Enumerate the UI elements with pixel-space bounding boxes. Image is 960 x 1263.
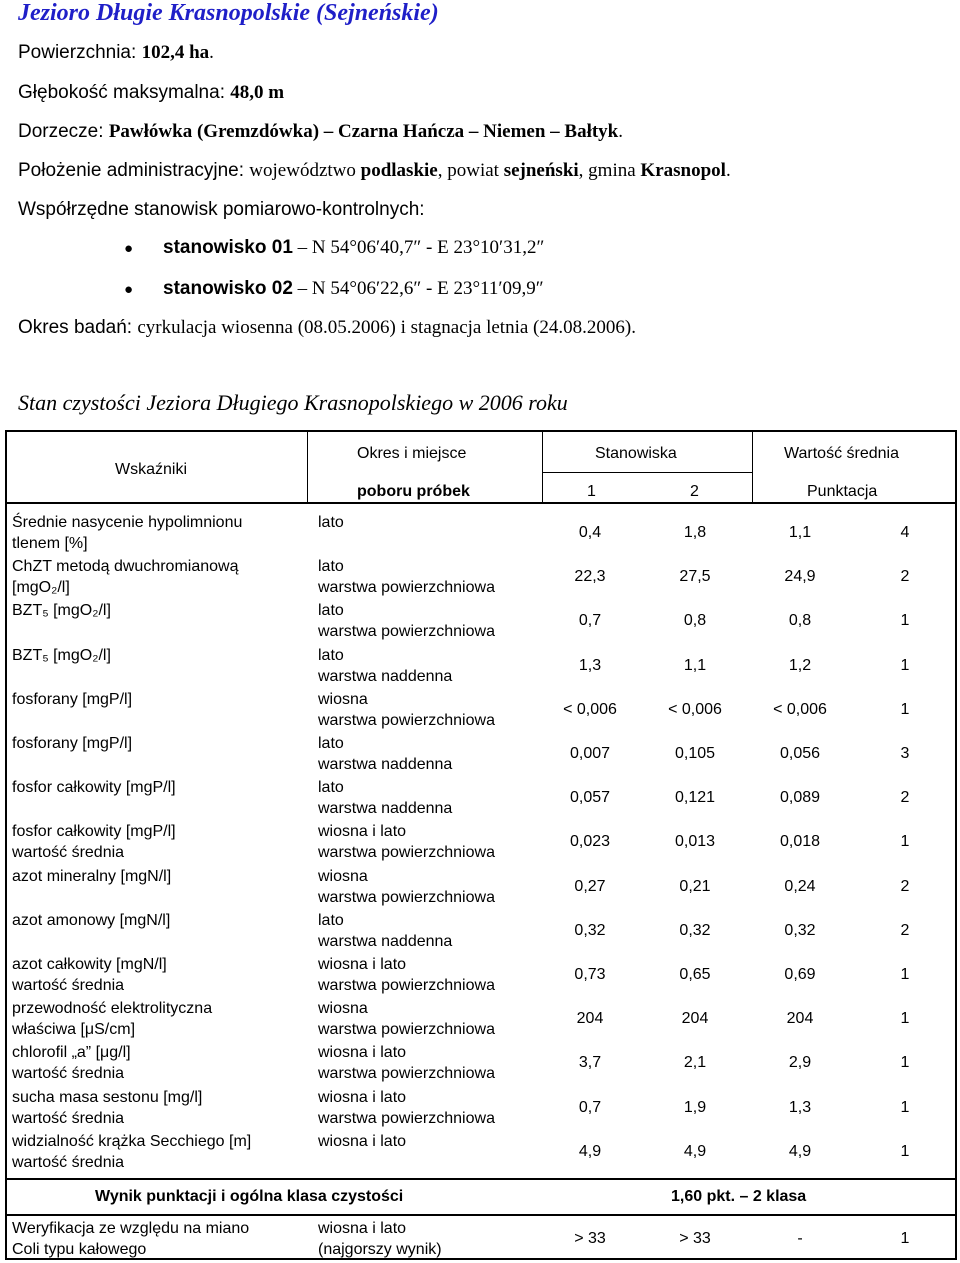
- summary-value: 1,60 pkt. – 2 klasa: [671, 1188, 807, 1205]
- period-line-2: warstwa powierzchniowa: [318, 712, 495, 729]
- verif-period-1: wiosna i lato: [318, 1220, 407, 1237]
- indicator-line-1: fosfor całkowity [mgP/l]: [12, 779, 176, 796]
- station-1-value: 1,3: [578, 657, 602, 674]
- lake-title: Jezioro Długie Krasnopolskie (Sejneńskie): [18, 0, 439, 26]
- verif-indicator-1: Weryfikacja ze względu na miano: [12, 1220, 250, 1237]
- indicator-line-2: wartość średnia: [12, 1154, 125, 1171]
- station-2-value: 1,8: [683, 524, 707, 541]
- admin-province: podlaskie: [360, 160, 438, 181]
- area-label: Powierzchnia:: [18, 42, 142, 63]
- average-value: 0,8: [788, 612, 812, 629]
- points-value: 1: [900, 966, 910, 983]
- verif-average: -: [797, 1230, 803, 1247]
- average-value: 1,2: [788, 657, 812, 674]
- station-1-value: 22,3: [574, 568, 606, 585]
- period-line-1: lato: [318, 514, 344, 531]
- purity-table: [5, 430, 957, 1260]
- average-value: 1,3: [788, 1099, 812, 1116]
- period-line-1: wiosna: [318, 691, 368, 708]
- period-line-1: wiosna i lato: [318, 1133, 407, 1150]
- verif-points: 1: [900, 1230, 910, 1247]
- points-value: 1: [900, 833, 910, 850]
- station-2-value: 1,9: [683, 1099, 707, 1116]
- station-01: [163, 237, 544, 259]
- admin-label: Położenie administracyjne:: [18, 160, 250, 181]
- indicator-line-2: wartość średnia: [12, 1065, 125, 1082]
- admin-county: sejneński: [503, 160, 579, 181]
- station-2-value: < 0,006: [668, 701, 722, 718]
- header-points: Punktacja: [807, 483, 878, 500]
- station-1-value: 0,007: [569, 745, 611, 762]
- period-label: Okres badań:: [18, 317, 138, 338]
- average-value: 0,056: [779, 745, 821, 762]
- average-value: 1,1: [788, 524, 812, 541]
- station-2-value: 0,65: [679, 966, 711, 983]
- points-value: 1: [900, 612, 910, 629]
- verif-value-2: > 33: [679, 1230, 711, 1247]
- admin-text-1: województwo: [249, 160, 361, 181]
- station-2-value: 0,21: [679, 878, 711, 895]
- station-1-value: 204: [576, 1010, 604, 1027]
- points-value: 2: [900, 568, 910, 585]
- indicator-line-1: azot mineralny [mgN/l]: [12, 868, 172, 885]
- admin-text-3: , gmina: [578, 160, 641, 181]
- period-line-2: warstwa powierzchniowa: [318, 1021, 495, 1038]
- period-line-1: wiosna: [318, 1000, 368, 1017]
- indicator-line-1: azot całkowity [mgN/l]: [12, 956, 167, 973]
- station-coords: – N 54°06′22,6″ - E 23°11′09,9″: [292, 278, 544, 299]
- average-value: 204: [786, 1010, 814, 1027]
- header-period-top: Okres i miejsce: [357, 445, 467, 462]
- points-value: 3: [900, 745, 910, 762]
- period-line-1: lato: [318, 647, 344, 664]
- points-value: 1: [900, 1054, 910, 1071]
- station-2-value: 0,013: [674, 833, 716, 850]
- divider: [542, 472, 752, 473]
- period-value: cyrkulacja wiosenna (08.05.2006) i stagnacja letnia (24.08.2006).: [137, 317, 636, 338]
- station-2-value: 0,121: [674, 789, 716, 806]
- header-indicators: Wskaźniki: [115, 461, 188, 478]
- station-2-value: 2,1: [683, 1054, 707, 1071]
- average-value: 24,9: [784, 568, 816, 585]
- period-line-1: lato: [318, 735, 344, 752]
- station-1-value: < 0,006: [563, 701, 617, 718]
- station-1-value: 0,023: [569, 833, 611, 850]
- station-2-value: 0,8: [683, 612, 707, 629]
- station-1-value: 4,9: [578, 1143, 602, 1160]
- divider: [7, 1178, 955, 1180]
- period-line-2: warstwa powierzchniowa: [318, 977, 495, 994]
- average-value: 0,69: [784, 966, 816, 983]
- station-2-value: 27,5: [679, 568, 711, 585]
- depth-label: Głębokość maksymalna:: [18, 82, 231, 103]
- station-1-value: 0,7: [578, 1099, 602, 1116]
- station-2-value: 0,105: [674, 745, 716, 762]
- period-line-1: lato: [318, 602, 344, 619]
- bullet-icon: ●: [124, 241, 134, 257]
- divider: [7, 502, 955, 504]
- points-value: 1: [900, 1010, 910, 1027]
- station-2-value: 0,32: [679, 922, 711, 939]
- divider: [752, 432, 753, 502]
- station-1-value: 0,32: [574, 922, 606, 939]
- average-value: 0,018: [779, 833, 821, 850]
- bullet-icon: ●: [124, 282, 134, 298]
- area-end: .: [209, 42, 214, 63]
- admin-text-2: , powiat: [437, 160, 504, 181]
- period-line: [18, 317, 636, 339]
- period-line-1: wiosna i lato: [318, 956, 407, 973]
- average-value: 0,24: [784, 878, 816, 895]
- admin-line: [18, 160, 731, 182]
- indicator-line-1: widzialność krążka Secchiego [m]: [12, 1133, 252, 1150]
- area-line: [18, 42, 214, 64]
- admin-end: .: [725, 160, 731, 181]
- station-1-value: 0,057: [569, 789, 611, 806]
- period-line-1: lato: [318, 912, 344, 929]
- points-value: 1: [900, 701, 910, 718]
- header-stations: Stanowiska: [595, 445, 677, 462]
- indicator-line-1: przewodność elektrolityczna: [12, 1000, 213, 1017]
- average-value: 4,9: [788, 1143, 812, 1160]
- period-line-2: warstwa powierzchniowa: [318, 623, 495, 640]
- indicator-line-1: chlorofil „a” [μg/l]: [12, 1044, 131, 1061]
- area-value: 102,4 ha: [141, 42, 210, 63]
- station-name: stanowisko 01: [163, 237, 293, 258]
- station-coords: – N 54°06′40,7″ - E 23°10′31,2″: [292, 237, 545, 258]
- average-value: < 0,006: [773, 701, 827, 718]
- average-value: 0,089: [779, 789, 821, 806]
- points-value: 1: [900, 1143, 910, 1160]
- admin-commune: Krasnopol: [640, 160, 726, 181]
- period-line-2: warstwa powierzchniowa: [318, 844, 495, 861]
- indicator-line-1: azot amonowy [mgN/l]: [12, 912, 171, 929]
- station-name: stanowisko 02: [163, 278, 293, 299]
- period-line-1: wiosna i lato: [318, 1089, 407, 1106]
- verif-period-2: (najgorszy wynik): [318, 1241, 442, 1258]
- period-line-2: warstwa naddenna: [318, 756, 453, 773]
- table-caption: Stan czystości Jeziora Długiego Krasnopolskiego w 2006 roku: [18, 390, 568, 415]
- indicator-line-1: fosforany [mgP/l]: [12, 691, 133, 708]
- indicator-line-1: fosforany [mgP/l]: [12, 735, 133, 752]
- indicator-line-1: ChZT metodą dwuchromianową: [12, 558, 239, 575]
- period-line-1: wiosna i lato: [318, 1044, 407, 1061]
- points-value: 2: [900, 878, 910, 895]
- period-line-1: wiosna: [318, 868, 368, 885]
- station-02: [163, 278, 544, 300]
- station-1-value: 0,7: [578, 612, 602, 629]
- basin-value: Pawłówka (Gremzdówka) – Czarna Hańcza – Niemen – Bałtyk: [108, 121, 619, 142]
- header-mean: Wartość średnia: [784, 445, 899, 462]
- station-1-value: 0,73: [574, 966, 606, 983]
- indicator-line-1: sucha masa sestonu [mg/l]: [12, 1089, 203, 1106]
- divider: [542, 432, 543, 502]
- points-value: 1: [900, 1099, 910, 1116]
- period-line-2: warstwa powierzchniowa: [318, 1065, 495, 1082]
- station-2-value: 1,1: [683, 657, 707, 674]
- period-line-2: warstwa naddenna: [318, 668, 453, 685]
- indicator-line-2: wartość średnia: [12, 844, 125, 861]
- indicator-line-2: wartość średnia: [12, 977, 125, 994]
- indicator-line-1: fosfor całkowity [mgP/l]: [12, 823, 176, 840]
- indicator-line-2: właściwa [μS/cm]: [12, 1021, 136, 1038]
- header-station-1: 1: [587, 483, 596, 500]
- period-line-1: lato: [318, 558, 344, 575]
- indicator-line-1: Średnie nasycenie hypolimnionu: [12, 514, 243, 531]
- station-2-value: 204: [681, 1010, 709, 1027]
- period-line-1: wiosna i lato: [318, 823, 407, 840]
- points-value: 1: [900, 657, 910, 674]
- basin-line: [18, 121, 623, 143]
- divider: [307, 432, 308, 502]
- basin-label: Dorzecze:: [18, 121, 109, 142]
- verif-value-1: > 33: [574, 1230, 606, 1247]
- average-value: 0,32: [784, 922, 816, 939]
- points-value: 2: [900, 922, 910, 939]
- station-1-value: 3,7: [578, 1054, 602, 1071]
- station-1-value: 0,4: [578, 524, 602, 541]
- header-station-2: 2: [690, 483, 699, 500]
- station-1-value: 0,27: [574, 878, 606, 895]
- average-value: 2,9: [788, 1054, 812, 1071]
- period-line-2: warstwa powierzchniowa: [318, 579, 495, 596]
- period-line-2: warstwa naddenna: [318, 933, 453, 950]
- indicator-line-2: [mgO₂/l]: [12, 579, 70, 596]
- summary-label: Wynik punktacji i ogólna klasa czystości: [95, 1188, 404, 1205]
- indicator-line-2: wartość średnia: [12, 1110, 125, 1127]
- basin-end: .: [618, 121, 623, 142]
- period-line-2: warstwa powierzchniowa: [318, 889, 495, 906]
- indicator-line-2: tlenem [%]: [12, 535, 88, 552]
- depth-value: 48,0 m: [230, 82, 285, 103]
- period-line-2: warstwa powierzchniowa: [318, 1110, 495, 1127]
- points-value: 4: [900, 524, 910, 541]
- header-period-bottom: poboru próbek: [357, 483, 470, 500]
- indicator-line-1: BZT₅ [mgO₂/l]: [12, 602, 111, 619]
- period-line-2: warstwa naddenna: [318, 800, 453, 817]
- points-value: 2: [900, 789, 910, 806]
- station-2-value: 4,9: [683, 1143, 707, 1160]
- coords-label: Współrzędne stanowisk pomiarowo-kontrolnych:: [18, 199, 425, 220]
- divider: [7, 1214, 955, 1216]
- verif-indicator-2: Coli typu kałowego: [12, 1241, 147, 1258]
- indicator-line-1: BZT₅ [mgO₂/l]: [12, 647, 111, 664]
- depth-line: [18, 82, 284, 104]
- period-line-1: lato: [318, 779, 344, 796]
